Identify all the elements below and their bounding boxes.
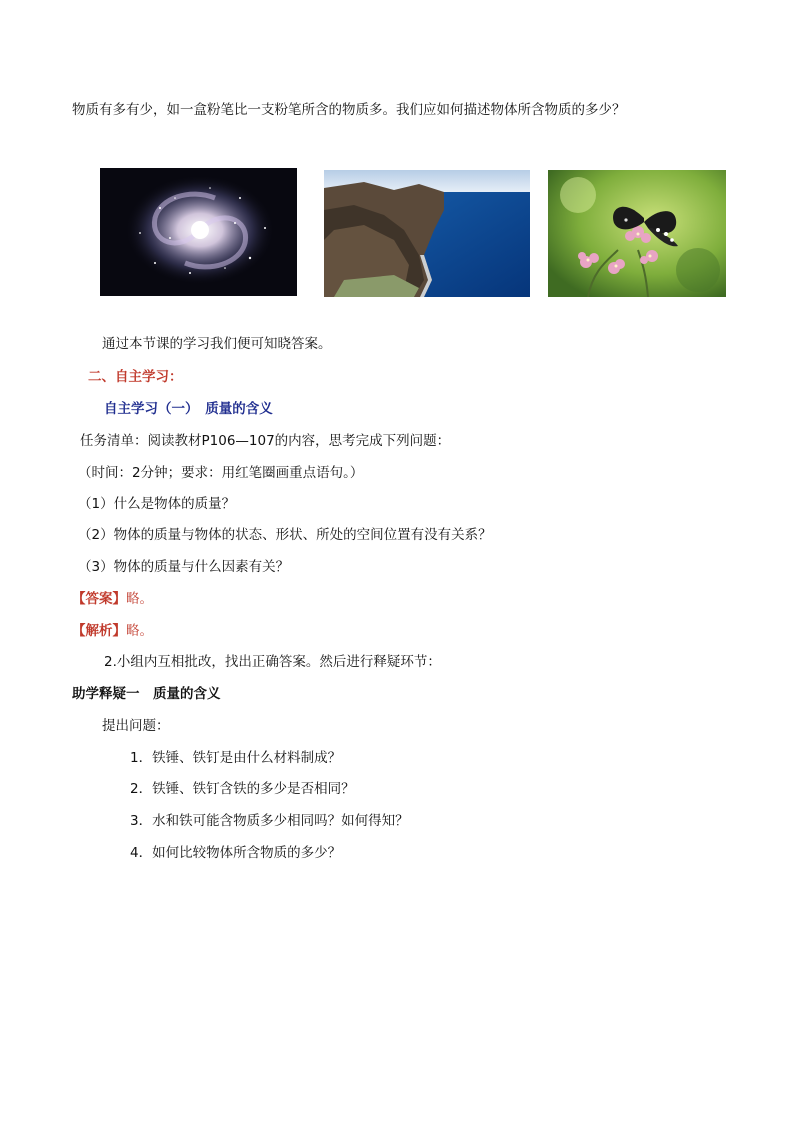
section-subheading: 自主学习（一） 质量的含义 [104,401,273,417]
step-2: 2.小组内互相批改，找出正确答案。然后进行释疑环节： [104,654,441,670]
help-item-4: 4．如何比较物体所含物质的多少？ [130,845,342,861]
question-3: （3）物体的质量与什么因素有关？ [78,559,290,575]
help-item-3: 3．水和铁可能含物质多少相同吗？如何得知？ [130,813,409,829]
help-prompt: 提出问题： [102,718,170,734]
answer-text: 略。 [126,591,153,607]
coastline-image [324,170,530,297]
help-item-1: 1．铁锤、铁钉是由什么材料制成？ [130,750,342,766]
analysis-text: 略。 [126,623,153,639]
answer-line [72,590,153,608]
help-heading: 助学释疑一 质量的含义 [72,686,221,702]
analysis-label: 【解析】 [72,623,126,639]
section-heading: 二、自主学习： [88,369,183,385]
intro-line-2: 通过本节课的学习我们便可知晓答案。 [102,336,332,352]
task-requirement: （时间：2分钟；要求：用红笔圈画重点语句。） [78,465,364,481]
intro-line-1: 物质有多有少，如一盒粉笔比一支粉笔所含的物质多。我们应如何描述物体所含物质的多少？ [72,102,626,118]
answer-label: 【答案】 [72,591,126,607]
question-2: （2）物体的质量与物体的状态、形状、所处的空间位置有没有关系？ [78,527,492,543]
butterfly-image [548,170,726,297]
task-list: 任务清单：阅读教材P106—107的内容，思考完成下列问题： [80,433,451,449]
help-item-2: 2．铁锤、铁钉含铁的多少是否相同？ [130,781,355,797]
galaxy-image [100,168,297,296]
question-1: （1）什么是物体的质量？ [78,496,236,512]
analysis-line [72,622,153,640]
